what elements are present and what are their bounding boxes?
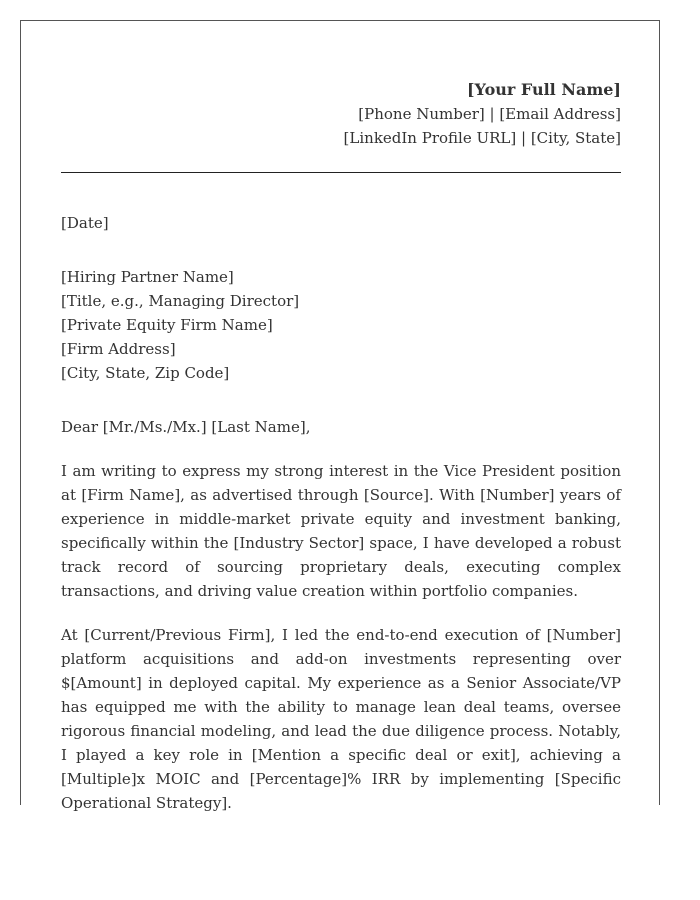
sender-name: [Your Full Name] <box>466 80 621 99</box>
body-paragraph-1: I am writing to express my strong interest in the Vice President position at [Firm Name], as advertised through [Source]. With [Number] years of experience in middle-market private equity and investment banking, specifically within the [Industry Sector] space, I have developed a robust track record of sourcing proprietary deals, executing complex transactions, and driving value creation within portfolio companies. <box>61 462 621 600</box>
header-divider <box>61 172 621 173</box>
recipient-title: [Title, e.g., Managing Director] <box>61 292 300 310</box>
body-paragraph-2: At [Current/Previous Firm], I led the end-to-end execution of [Number] platform acquisitions and add-on investments representing over $[Amount] in deployed capital. My experience as a Senior Associate/VP has equipped me with the ability to manage lean deal teams, oversee rigorous financial modeling, and lead the due diligence process. Notably, I played a key role in [Mention a specific deal or exit], achieving a [Multiple]x MOIC and [Percentage]% IRR by implementing [Specific Operational Strategy]. <box>61 626 621 812</box>
recipient-firm: [Private Equity Firm Name] <box>61 316 273 334</box>
recipient-block <box>61 265 621 385</box>
letter-date: [Date] <box>61 214 109 232</box>
letter-header <box>61 78 621 150</box>
sender-contact-line-1: [Phone Number] | [Email Address] <box>358 105 621 123</box>
recipient-address: [Firm Address] <box>61 340 176 358</box>
recipient-name: [Hiring Partner Name] <box>61 268 234 286</box>
sender-contact-line-2: [LinkedIn Profile URL] | [City, State] <box>343 129 621 147</box>
recipient-city-state-zip: [City, State, Zip Code] <box>61 364 230 382</box>
letter-content <box>61 78 621 830</box>
salutation: Dear [Mr./Ms./Mx.] [Last Name], <box>61 418 311 436</box>
